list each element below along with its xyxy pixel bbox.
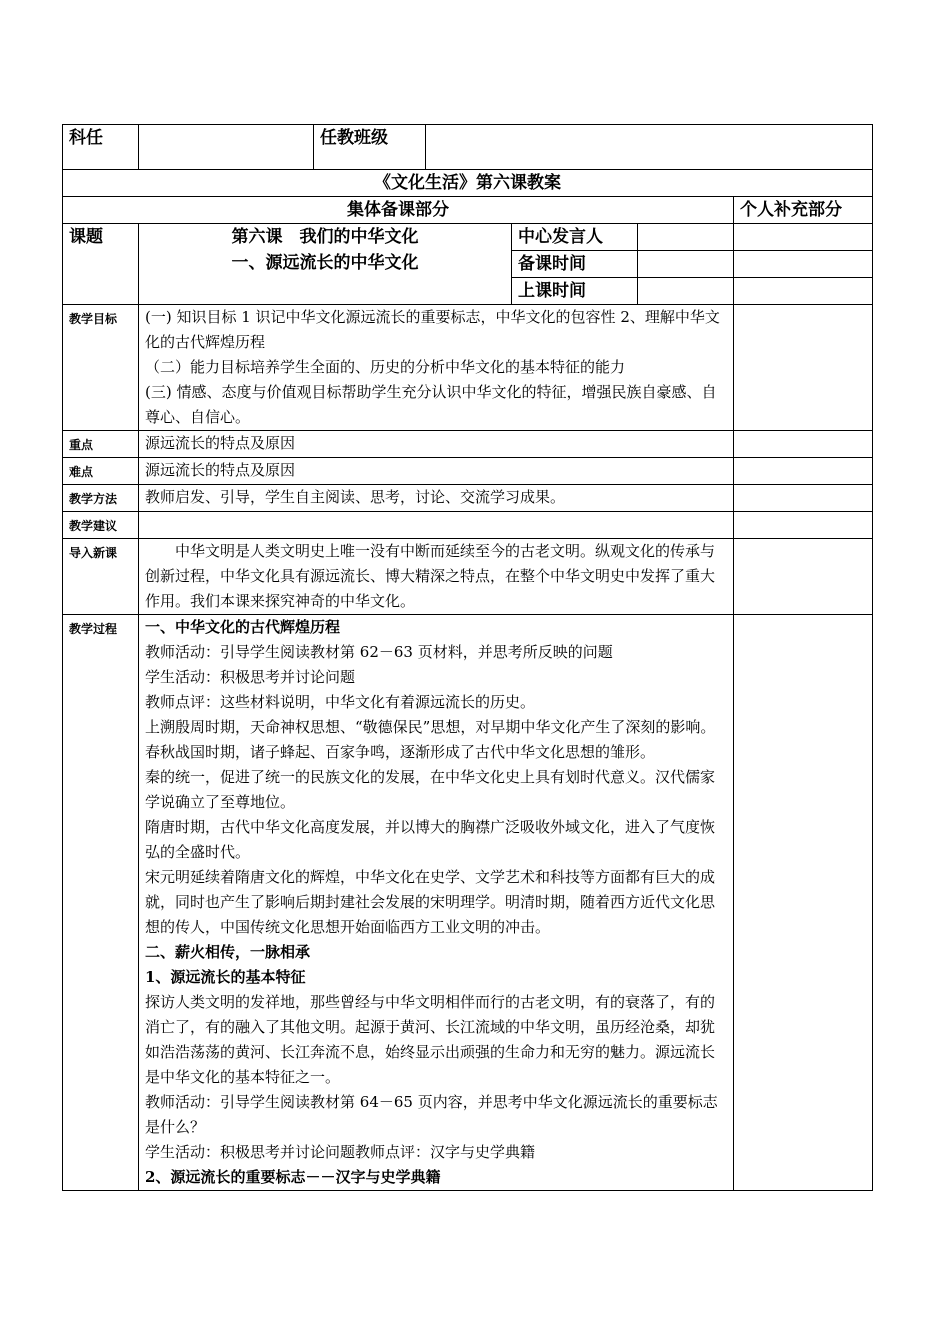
subject-teacher-value: [139, 125, 314, 170]
goal-emotion: (三) 情感、态度与价值观目标帮助学生充分认识中华文化的特征，增强民族自豪感、自尊心、自信心。: [145, 383, 717, 426]
lesson-name: 第六课 我们的中华文化: [231, 227, 419, 247]
goal-ability: （二）能力目标培养学生全面的、历史的分析中华文化的基本特征的能力: [145, 358, 626, 376]
document-title: 《文化生活》第六课教案: [63, 170, 873, 197]
process-paragraph: 隋唐时期，古代中华文化高度发展，并以博大的胸襟广泛吸收外域文化，进入了气度恢弘的全盛时代。: [145, 818, 716, 861]
subject-teacher-label: 科任: [63, 125, 139, 170]
class-value: [426, 125, 873, 170]
personal-cell-goals: [734, 305, 873, 431]
advice-text: [139, 512, 734, 539]
goals-cell: [139, 305, 734, 431]
process-paragraph: 秦的统一，促进了统一的民族文化的发展，在中华文化史上具有划时代意义。汉代儒家学说确立了至尊地位。: [145, 768, 716, 811]
class-time-value: [638, 278, 734, 305]
process-heading-2: 二、薪火相传，一脉相承: [145, 943, 311, 961]
process-paragraph: 宋元明延续着隋唐文化的辉煌，中华文化在史学、文学艺术和科技等方面都有巨大的成就，同时也产生了影响后期封建社会发展的宋明理学。明清时期，随着西方近代文化思想的传人，中国传统文化思想开始面临西方工业文明的冲击。: [145, 868, 716, 936]
goals-label: 教学目标: [63, 305, 139, 431]
topic-label: 课题: [63, 224, 139, 305]
topic-cell: [139, 224, 512, 305]
process-paragraph: 学生活动：积极思考并讨论问题: [145, 668, 356, 686]
process-paragraph: 学生活动：积极思考并讨论问题教师点评：汉字与史学典籍: [145, 1143, 536, 1161]
personal-cell-prep-time: [734, 251, 873, 278]
lesson-plan-table: [62, 124, 873, 1191]
process-cell: [139, 615, 734, 1191]
method-text: 教师启发、引导，学生自主阅读、思考，讨论、交流学习成果。: [139, 485, 734, 512]
class-label: 任教班级: [314, 125, 426, 170]
advice-label: 教学建议: [63, 512, 139, 539]
personal-cell-process: [734, 615, 873, 1191]
prep-time-value: [638, 251, 734, 278]
difficulty-text: 源远流长的特点及原因: [139, 458, 734, 485]
collective-prep-header: 集体备课部分: [63, 197, 734, 224]
process-paragraph: 教师活动：引导学生阅读教材第 64－65 页内容，并思考中华文化源远流长的重要标志是什么？: [145, 1093, 718, 1136]
speaker-label: 中心发言人: [512, 224, 638, 251]
process-paragraph: 探访人类文明的发祥地，那些曾经与中华文明相伴而行的古老文明，有的衰落了，有的消亡了，有的融入了其他文明。起源于黄河、长江流域的中华文明，虽历经沧桑，却犹如浩浩荡荡的黄河、长江奔流不息，始终显示出顽强的生命力和无穷的魅力。源远流长是中华文化的基本特征之一。: [145, 993, 716, 1086]
process-paragraph: 上溯殷周时期，天命神权思想、“敬德保民”思想，对早期中华文化产生了深刻的影响。: [145, 718, 716, 736]
personal-cell-advice: [734, 512, 873, 539]
personal-cell-difficulty: [734, 458, 873, 485]
personal-cell-class-time: [734, 278, 873, 305]
section-name: 一、源远流长的中华文化: [231, 253, 419, 273]
difficulty-label: 难点: [63, 458, 139, 485]
personal-supplement-header: 个人补充部分: [734, 197, 873, 224]
personal-cell-intro: [734, 539, 873, 615]
process-paragraph: 春秋战国时期，诸子蜂起、百家争鸣，逐渐形成了古代中华文化思想的雏形。: [145, 743, 656, 761]
personal-cell-key: [734, 431, 873, 458]
personal-cell-method: [734, 485, 873, 512]
goal-knowledge: (一) 知识目标 1 识记中华文化源远流长的重要标志，中华文化的包容性 2、理解中华文化的古代辉煌历程: [145, 308, 720, 351]
class-time-label: 上课时间: [512, 278, 638, 305]
speaker-value: [638, 224, 734, 251]
method-label: 教学方法: [63, 485, 139, 512]
key-point-label: 重点: [63, 431, 139, 458]
process-subheading-2: 2、源远流长的重要标志－－汉字与史学典籍: [145, 1168, 441, 1186]
process-subheading-1: 1、源远流长的基本特征: [145, 968, 306, 986]
key-point-text: 源远流长的特点及原因: [139, 431, 734, 458]
intro-text: 中华文明是人类文明史上唯一没有中断而延续至今的古老文明。纵观文化的传承与创新过程，中华文化具有源远流长、博大精深之特点，在整个中华文明史中发挥了重大作用。我们本课来探究神奇的中华文化。: [139, 539, 734, 615]
process-heading-1: 一、中华文化的古代辉煌历程: [145, 618, 341, 636]
process-label: 教学过程: [63, 615, 139, 1191]
process-paragraph: 教师活动：引导学生阅读教材第 62－63 页材料，并思考所反映的问题: [145, 643, 613, 661]
prep-time-label: 备课时间: [512, 251, 638, 278]
personal-cell-speaker: [734, 224, 873, 251]
intro-label: 导入新课: [63, 539, 139, 615]
process-paragraph: 教师点评：这些材料说明，中华文化有着源远流长的历史。: [145, 693, 536, 711]
lesson-plan-page: [62, 124, 872, 1191]
